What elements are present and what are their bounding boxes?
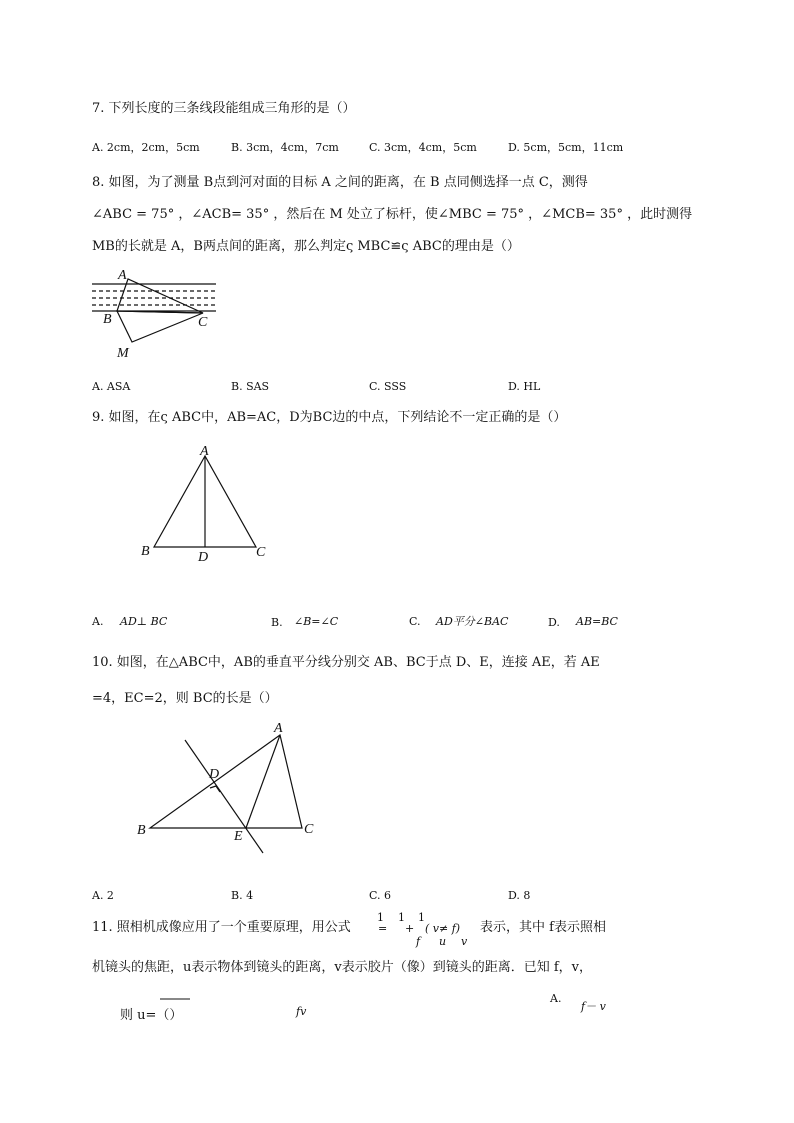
q9-option-d-label: D. [548, 616, 560, 629]
q7-option-d: D. 5cm，5cm，11cm [508, 141, 624, 154]
q7-option-b: B. 3cm，4cm，7cm [231, 141, 339, 154]
q8-stem-line2: ∠ABC = 75° ，∠ACB= 35° ，然后在 M 处立了标杆，使∠MBC = 75° ，∠MCB= 35° ，此时测得 [92, 207, 693, 222]
q10-stem-line1: 10. 如图，在△ABC中，AB的垂直平分线分别交 AB、BC于点 D、E，连接 AE，若 AE [92, 655, 600, 670]
q11-stem-line1-prefix: 11. 照相机成像应用了一个重要原理，用公式 [92, 920, 351, 935]
q9-option-d-text: AB=BC [576, 615, 618, 628]
q11-option-a-denominator: f－ v [581, 1000, 606, 1013]
q9-option-a-label: A. [92, 615, 104, 628]
q11-formula-den-u: u [439, 935, 447, 948]
q8-option-c: C. SSS [369, 380, 407, 393]
q9-option-c-text: AD平分∠BAC [436, 615, 509, 628]
q11-stem-line2: 机镜头的焦距，u表示物体到镜头的距离，v表示胶片（像）到镜头的距离．已知 f，v， [92, 960, 593, 975]
q7-stem: 7. 下列长度的三条线段能组成三角形的是（） [92, 101, 356, 116]
q10-segment-ae [246, 735, 280, 828]
q9-figure [154, 456, 256, 547]
q10-option-d: D. 8 [508, 889, 531, 902]
q10-label-d: D [209, 767, 220, 782]
q10-label-e: E [234, 829, 243, 844]
q11-formula-den-v: v [461, 935, 468, 948]
q9-option-b-label: B. [271, 616, 283, 629]
q11-option-a-label: A. [550, 992, 562, 1005]
q11-formula-den-f: f [416, 935, 421, 948]
q10-triangle-abc [150, 735, 302, 828]
q7-option-a: A. 2cm，2cm，5cm [92, 141, 200, 154]
q9-label-c: C [256, 545, 266, 560]
q11-formula-one-b: 1 [398, 911, 405, 924]
q8-option-d: D. HL [508, 380, 541, 393]
q9-label-a: A [200, 444, 209, 459]
q11-stem-line3: 则 u=（） [120, 1008, 183, 1023]
q11-formula-equals: = [378, 922, 388, 935]
q7-option-c: C. 3cm，4cm，5cm [369, 141, 477, 154]
q9-option-c-label: C. [409, 615, 421, 628]
q11-formula-condition: ( v≠ f) [425, 922, 461, 935]
q10-stem-line2: =4，EC=2，则 BC的长是（） [92, 691, 278, 706]
q8-label-a: A [118, 268, 127, 283]
q8-option-a: A. ASA [92, 380, 131, 393]
q10-option-b: B. 4 [231, 889, 254, 902]
q10-option-c: C. 6 [369, 889, 392, 902]
q9-option-a-text: AD⊥ BC [120, 615, 168, 628]
q10-label-b: B [137, 823, 146, 838]
q11-formula-one-c: 1 [418, 911, 425, 924]
q10-label-a: A [274, 721, 283, 736]
q9-option-b-text: ∠B=∠C [294, 615, 339, 628]
q8-label-m: M [117, 346, 129, 361]
q8-stem-line3: MB的长就是 A，B两点间的距离，那么判定ς MBC≌ς ABC的理由是（） [92, 239, 520, 254]
q11-formula-plus: + [405, 922, 415, 935]
q9-stem: 9. 如图，在ς ABC中，AB=AC，D为BC边的中点，下列结论不一定正确的是（） [92, 410, 567, 425]
q9-label-d: D [198, 550, 209, 565]
q10-figure [150, 735, 302, 853]
q11-stem-line1-suffix: 表示，其中 f表示照相 [480, 920, 606, 935]
q10-label-c: C [304, 822, 314, 837]
q11-option-a-numerator: fv [296, 1005, 307, 1018]
q8-label-b: B [103, 312, 112, 327]
q8-triangle-mbc [117, 311, 203, 342]
q9-label-b: B [141, 544, 150, 559]
q11-formula-one-a: 1 [377, 911, 384, 924]
q10-right-angle-mark [210, 786, 220, 792]
q8-figure [92, 279, 216, 342]
q8-label-c: C [198, 315, 208, 330]
q8-stem-line1: 8. 如图，为了测量 B点到河对面的目标 A 之间的距离，在 B 点同侧选择一点 C，测得 [92, 175, 588, 190]
q8-option-b: B. SAS [231, 380, 270, 393]
q10-option-a: A. 2 [92, 889, 114, 902]
q10-perpendicular-bisector [185, 740, 263, 853]
